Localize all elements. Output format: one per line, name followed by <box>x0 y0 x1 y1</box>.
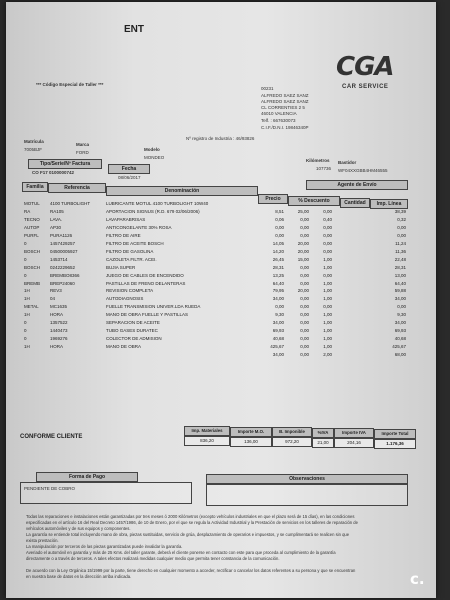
cell-price: 69,93 <box>272 328 284 334</box>
cell-dto: 0,00 <box>300 216 309 222</box>
plate-value: 7005BJF <box>24 147 43 152</box>
doc-type-value: CO F17 0100000742 <box>32 170 75 175</box>
cell-dto: 0,00 <box>300 352 309 358</box>
cell-imp: 0,32 <box>397 216 406 222</box>
cell-price: 79,95 <box>272 288 284 294</box>
cell-fam: METAL <box>24 304 39 310</box>
cell-imp: 38,39 <box>394 208 406 214</box>
cell-imp: 13,00 <box>394 272 406 278</box>
col-descuento: % Descuento <box>288 196 340 206</box>
total-label: Importe Total <box>374 429 416 439</box>
cell-fam: 1H <box>24 312 30 318</box>
cell-desc: FILTRO DE AIRE <box>106 232 141 238</box>
terms-line: La manipulación por terceros de las piezas garantizadas puede invalidar la garantía. <box>26 544 183 549</box>
table-row <box>6 351 406 358</box>
cell-qty: 0,40 <box>323 216 332 222</box>
cell-price: 34,00 <box>272 352 284 358</box>
total-value: 972,20 <box>272 437 312 447</box>
cell-imp: 40,68 <box>394 336 406 342</box>
customer-line-3: CL CORRENTIES 2 5 <box>261 105 305 110</box>
cell-fam: 0 <box>24 328 27 334</box>
brand-value: FORD <box>76 150 89 155</box>
cell-price: 64,40 <box>272 280 284 286</box>
document-title: ENT <box>124 24 144 35</box>
cell-qty: 1,00 <box>323 264 332 270</box>
cell-dto: 0,00 <box>300 232 309 238</box>
cell-qty: 1,00 <box>323 320 332 326</box>
cell-qty: 1,00 <box>323 256 332 262</box>
km-value: 107736 <box>316 166 332 171</box>
cell-price: 34,00 <box>272 320 284 326</box>
model-value: MONDEO <box>144 155 165 160</box>
cell-dto: 15,00 <box>297 256 309 262</box>
brand-label: Marca <box>76 142 90 147</box>
cell-fam: BOSCH <box>24 264 41 270</box>
table-row <box>6 319 406 326</box>
table-row <box>6 343 406 350</box>
total-label: Imp. Materiales <box>184 426 230 436</box>
cell-ref: 04500005927 <box>50 248 78 254</box>
cell-qty: 0,00 <box>323 232 332 238</box>
cell-fam: TECNO <box>24 216 40 222</box>
cell-imp: 425,67 <box>392 344 406 350</box>
model-label: Modelo <box>144 147 160 152</box>
terms-line: Todas las reparaciones e instalaciones están garantizadas por tres meses ó 2000 Kilómetros (excepto vehículos industriales en que el plazo será de 15 días), en las condiciones <box>26 514 355 519</box>
cell-qty: 0,00 <box>323 248 332 254</box>
cell-fam: 0 <box>24 256 27 262</box>
terms-line: De acuerdo con la Ley Orgánica 15/1999 por la parte, tiene derecho en cualquier momento a acceder, rectificar o cancelar los datos referentes a su persona y que se encuentran <box>26 568 356 573</box>
cell-ref: 1440473 <box>50 328 68 334</box>
cell-fam: 1H <box>24 288 30 294</box>
total-label: Importe IVA <box>334 428 374 438</box>
table-row <box>6 200 406 207</box>
table-row <box>6 256 406 263</box>
cell-ref: LAVA. <box>50 216 63 222</box>
chassis-value: WF04XXGBB4HM46555 <box>338 168 388 173</box>
table-row <box>6 303 406 310</box>
cell-dto: 0,00 <box>300 344 309 350</box>
cell-price: 0,00 <box>275 224 284 230</box>
cell-imp: 11,36 <box>395 248 406 254</box>
cell-ref: BREP24060 <box>50 280 75 286</box>
cell-imp: 11,24 <box>395 240 406 246</box>
cell-price: 425,67 <box>270 344 284 350</box>
cell-desc: REVISION COMPLETA <box>106 288 154 294</box>
cell-imp: 28,31 <box>394 264 406 270</box>
workshop-code: *** Código Especial de Taller *** <box>36 82 104 87</box>
cell-desc: BUJIA SUPER <box>106 264 136 270</box>
cell-qty: 0,00 <box>323 240 332 246</box>
payment-label: Forma de Pago <box>36 472 138 482</box>
customer-code: 00231 <box>261 86 274 91</box>
col-cantidad: Cantidad <box>340 198 370 208</box>
cell-dto: 0,00 <box>300 264 309 270</box>
cell-qty: 0,00 <box>323 208 332 214</box>
cga-logo: CGA <box>336 52 394 82</box>
cell-fam: PURFL <box>24 232 39 238</box>
cell-desc: MANO DE OBRA FUELLE Y PASTILLAS <box>106 312 189 318</box>
doc-type-label: Tipo/Serie/Nº Factura <box>28 159 102 169</box>
total-label: B. Imponible <box>272 427 312 437</box>
cell-ref: 1453714 <box>50 256 68 262</box>
cell-fam: RA <box>24 208 31 214</box>
cell-price: 0,00 <box>275 304 284 310</box>
cell-dto: 0,00 <box>300 336 309 342</box>
cell-ref: AP30 <box>50 224 62 230</box>
table-row <box>6 335 406 342</box>
date-value: 08/06/2017 <box>118 175 141 180</box>
table-row <box>6 280 406 287</box>
cell-fam: 0 <box>24 320 27 326</box>
km-label: Kilómetros <box>306 158 330 163</box>
cell-fam: AUTOP <box>24 224 40 230</box>
terms-line: especificadas en el artículo 16 del Real Decreto 1457/1986, de 10 de Enero, por el que se regula la Actividad Industrial y la Prestación de servicios en los talleres de reparación de <box>26 520 358 525</box>
cell-dto: 0,00 <box>300 320 309 326</box>
cell-price: 0,06 <box>275 216 284 222</box>
cell-price: 34,00 <box>272 296 284 302</box>
cell-imp: 9,30 <box>397 312 406 318</box>
observations-box <box>206 484 408 506</box>
cell-dto: 20,00 <box>297 248 309 254</box>
customer-line-2: ALFREDO SAEZ SANZ <box>261 99 309 104</box>
invoice-sheet <box>6 2 436 598</box>
terms-line: La garantía se entiende total incluyendo mano de obra, piezas sustituidas, servicio de grúa, desplazamiento de operarios e impuestos, y se cumplimentará se realicen sin que <box>26 532 350 537</box>
cell-ref: 1357522 <box>50 320 68 326</box>
col-precio: Precio <box>258 194 288 204</box>
cell-price: 14,05 <box>272 240 284 246</box>
plate-label: Matrícula <box>24 139 44 144</box>
cell-dto: 0,00 <box>300 304 309 310</box>
customer-cif: C.I.F./D.N.I. 19846340P <box>261 125 309 130</box>
cell-dto: 0,00 <box>300 272 309 278</box>
conforme-cliente: CONFORME CLIENTE <box>20 434 83 440</box>
cell-fam: 0 <box>24 336 27 342</box>
cell-qty: 0,00 <box>323 272 332 278</box>
cell-desc: TUBO GASES DURATEC <box>106 328 158 334</box>
cell-dto: 0,00 <box>300 280 309 286</box>
cell-desc: JUEGO DE CABLES DE ENCENDIDO <box>106 272 184 278</box>
cell-desc: FILTRO DE GASOLINA <box>106 248 154 254</box>
terms-line: Averiado el automóvil en garantía y más de 25 Kms. del taller garante, deberá el cliente ponerse en contacto con este para que proceda al cumplimiento de la garantía <box>26 550 336 555</box>
cell-qty: 1,00 <box>323 312 332 318</box>
table-row <box>6 264 406 271</box>
cell-desc: CAZOLETA FILTR. ACEI. <box>106 256 157 262</box>
cell-dto: 0,00 <box>300 296 309 302</box>
cell-qty: 0,00 <box>323 224 332 230</box>
customer-line-1: ALFREDO SAEZ SANZ <box>261 93 309 98</box>
cell-imp: 34,00 <box>394 296 406 302</box>
terms-line: en nuestra base de datos en la dirección arriba indicada. <box>26 574 132 579</box>
cell-fam: BREMB <box>24 280 41 286</box>
table-row <box>6 295 406 302</box>
total-value: 1.176,36 <box>374 439 416 449</box>
cell-qty: 2,00 <box>323 352 332 358</box>
cell-ref: BREMBO8366 <box>50 272 80 278</box>
cell-price: 14,20 <box>272 248 284 254</box>
cell-desc: COLECTOR DE ADMISION <box>106 336 162 342</box>
cell-price: 9,30 <box>275 312 284 318</box>
cell-fam: MOTUL <box>24 201 40 206</box>
cell-price: 13,25 <box>272 272 284 278</box>
cell-imp: 68,00 <box>394 352 406 358</box>
industry-registry: Nº registro de Industria : 46/93826 <box>186 136 255 141</box>
terms-line: vehículos automóviles y de sus equipos y componentes. <box>26 526 131 531</box>
logo-subtitle: CAR SERVICE <box>342 84 389 90</box>
cell-ref: REV3 <box>50 288 62 294</box>
cell-desc: PASTILLAS DE FRENO DELANTERAS <box>106 280 186 286</box>
table-row <box>6 232 406 239</box>
cell-ref: 4100 TURBOLIGHT <box>50 201 91 206</box>
cell-ref: PURA1126 <box>50 232 73 238</box>
table-row <box>6 311 406 318</box>
cell-desc: LUBRICANTE MOTUL 4100 TURBOLIGHT 10W40 <box>106 201 209 206</box>
cell-qty: 1,00 <box>323 296 332 302</box>
total-value: 836,20 <box>184 436 230 446</box>
cell-imp: 59,88 <box>394 288 406 294</box>
table-row <box>6 287 406 294</box>
total-value: 136,00 <box>230 437 272 447</box>
watermark-letter: c. <box>410 570 425 588</box>
cell-desc: ANTICONGELANTE 30% ROSA <box>106 224 172 230</box>
cell-dto: 20,00 <box>297 240 309 246</box>
cell-qty: 1,00 <box>323 344 332 350</box>
cell-price: 0,00 <box>275 232 284 238</box>
cell-imp: 69,93 <box>394 328 406 334</box>
cell-ref: 0242229652 <box>50 264 76 270</box>
cell-imp: 34,00 <box>394 320 406 326</box>
cell-desc: FUELLE TRANSMISION UNIVER.LDA RUEDA <box>106 304 201 310</box>
cell-desc: FILTRO DE ACEITE BOSCH <box>106 240 164 246</box>
cell-price: 26,45 <box>272 256 284 262</box>
table-row <box>6 216 406 223</box>
customer-line-4: 46010 VALENCIA <box>261 111 297 116</box>
table-row <box>6 327 406 334</box>
observations-label: Observaciones <box>206 474 408 484</box>
cell-ref: HORA <box>50 344 64 350</box>
customer-phone: Telf. : 667630073 <box>261 118 296 123</box>
cell-ref: RA105 <box>50 208 64 214</box>
cell-ref: 04 <box>50 296 56 302</box>
table-row <box>6 208 406 215</box>
payment-value: PENDIENTE DE COBRO <box>24 486 76 491</box>
cell-desc: APORTACION SIGNUS (R.D. 679 02/06/2006) <box>106 208 200 214</box>
legal-terms <box>26 514 406 580</box>
cell-dto: 0,00 <box>300 328 309 334</box>
cell-price: 28,31 <box>272 264 284 270</box>
cell-dto: 20,00 <box>297 288 309 294</box>
cell-desc: SEPARACION DE ACEITE <box>106 320 160 326</box>
cell-fam: 0 <box>24 240 27 246</box>
terms-line: exista prestación. <box>26 538 59 543</box>
table-row <box>6 224 406 231</box>
cell-imp: 22,48 <box>394 256 406 262</box>
total-label: %IVA <box>312 428 334 438</box>
cell-price: 8,51 <box>275 208 284 214</box>
cell-qty: 0,00 <box>323 304 332 310</box>
table-row <box>6 248 406 255</box>
cell-fam: 1H <box>24 344 30 350</box>
cell-imp: 0,00 <box>397 224 406 230</box>
cell-desc: AUTODIAGNOSIS <box>106 296 144 302</box>
cell-qty: 1,00 <box>323 328 332 334</box>
agent-label: Agente de Envío <box>306 180 408 190</box>
date-label: Fecha <box>108 164 150 174</box>
cell-desc: MANO DE OBRA <box>106 344 142 350</box>
cell-qty: 1,00 <box>323 336 332 342</box>
cell-desc: LAVAPARABRISAS <box>106 216 146 222</box>
cell-dto: 25,00 <box>297 208 309 214</box>
table-row <box>6 272 406 279</box>
cell-dto: 0,00 <box>300 224 309 230</box>
cell-qty: 1,00 <box>323 280 332 286</box>
cell-fam: BOSCH <box>24 248 41 254</box>
total-label: Importe M.O. <box>230 427 272 437</box>
terms-line: directamente o a través de terceros. A tales efectos realizará medidas cualquier medio que permita tener constancia de la comunicación. <box>26 556 280 561</box>
cell-qty: 1,00 <box>323 288 332 294</box>
cell-imp: 0,00 <box>397 304 406 310</box>
cell-fam: 1H <box>24 296 30 302</box>
cell-ref: 1969276 <box>50 336 68 342</box>
table-row <box>6 240 406 247</box>
col-referencia: Referencia <box>48 183 106 193</box>
col-familia: Familia <box>22 182 48 192</box>
cell-imp: 0,00 <box>397 232 406 238</box>
total-value: 21,00 <box>312 438 334 448</box>
cell-fam: 0 <box>24 272 27 278</box>
cell-ref: HORA <box>50 312 64 318</box>
col-denominacion: Denominación <box>106 186 258 196</box>
chassis-label: Bastidor <box>338 160 357 165</box>
cell-ref: MC1635 <box>50 304 68 310</box>
col-importe: Imp. Línea <box>370 199 408 209</box>
cell-ref: 1457429257 <box>50 240 76 246</box>
cell-dto: 0,00 <box>300 312 309 318</box>
cell-imp: 64,40 <box>394 280 406 286</box>
cell-price: 40,68 <box>272 336 284 342</box>
total-value: 204,16 <box>334 438 374 448</box>
